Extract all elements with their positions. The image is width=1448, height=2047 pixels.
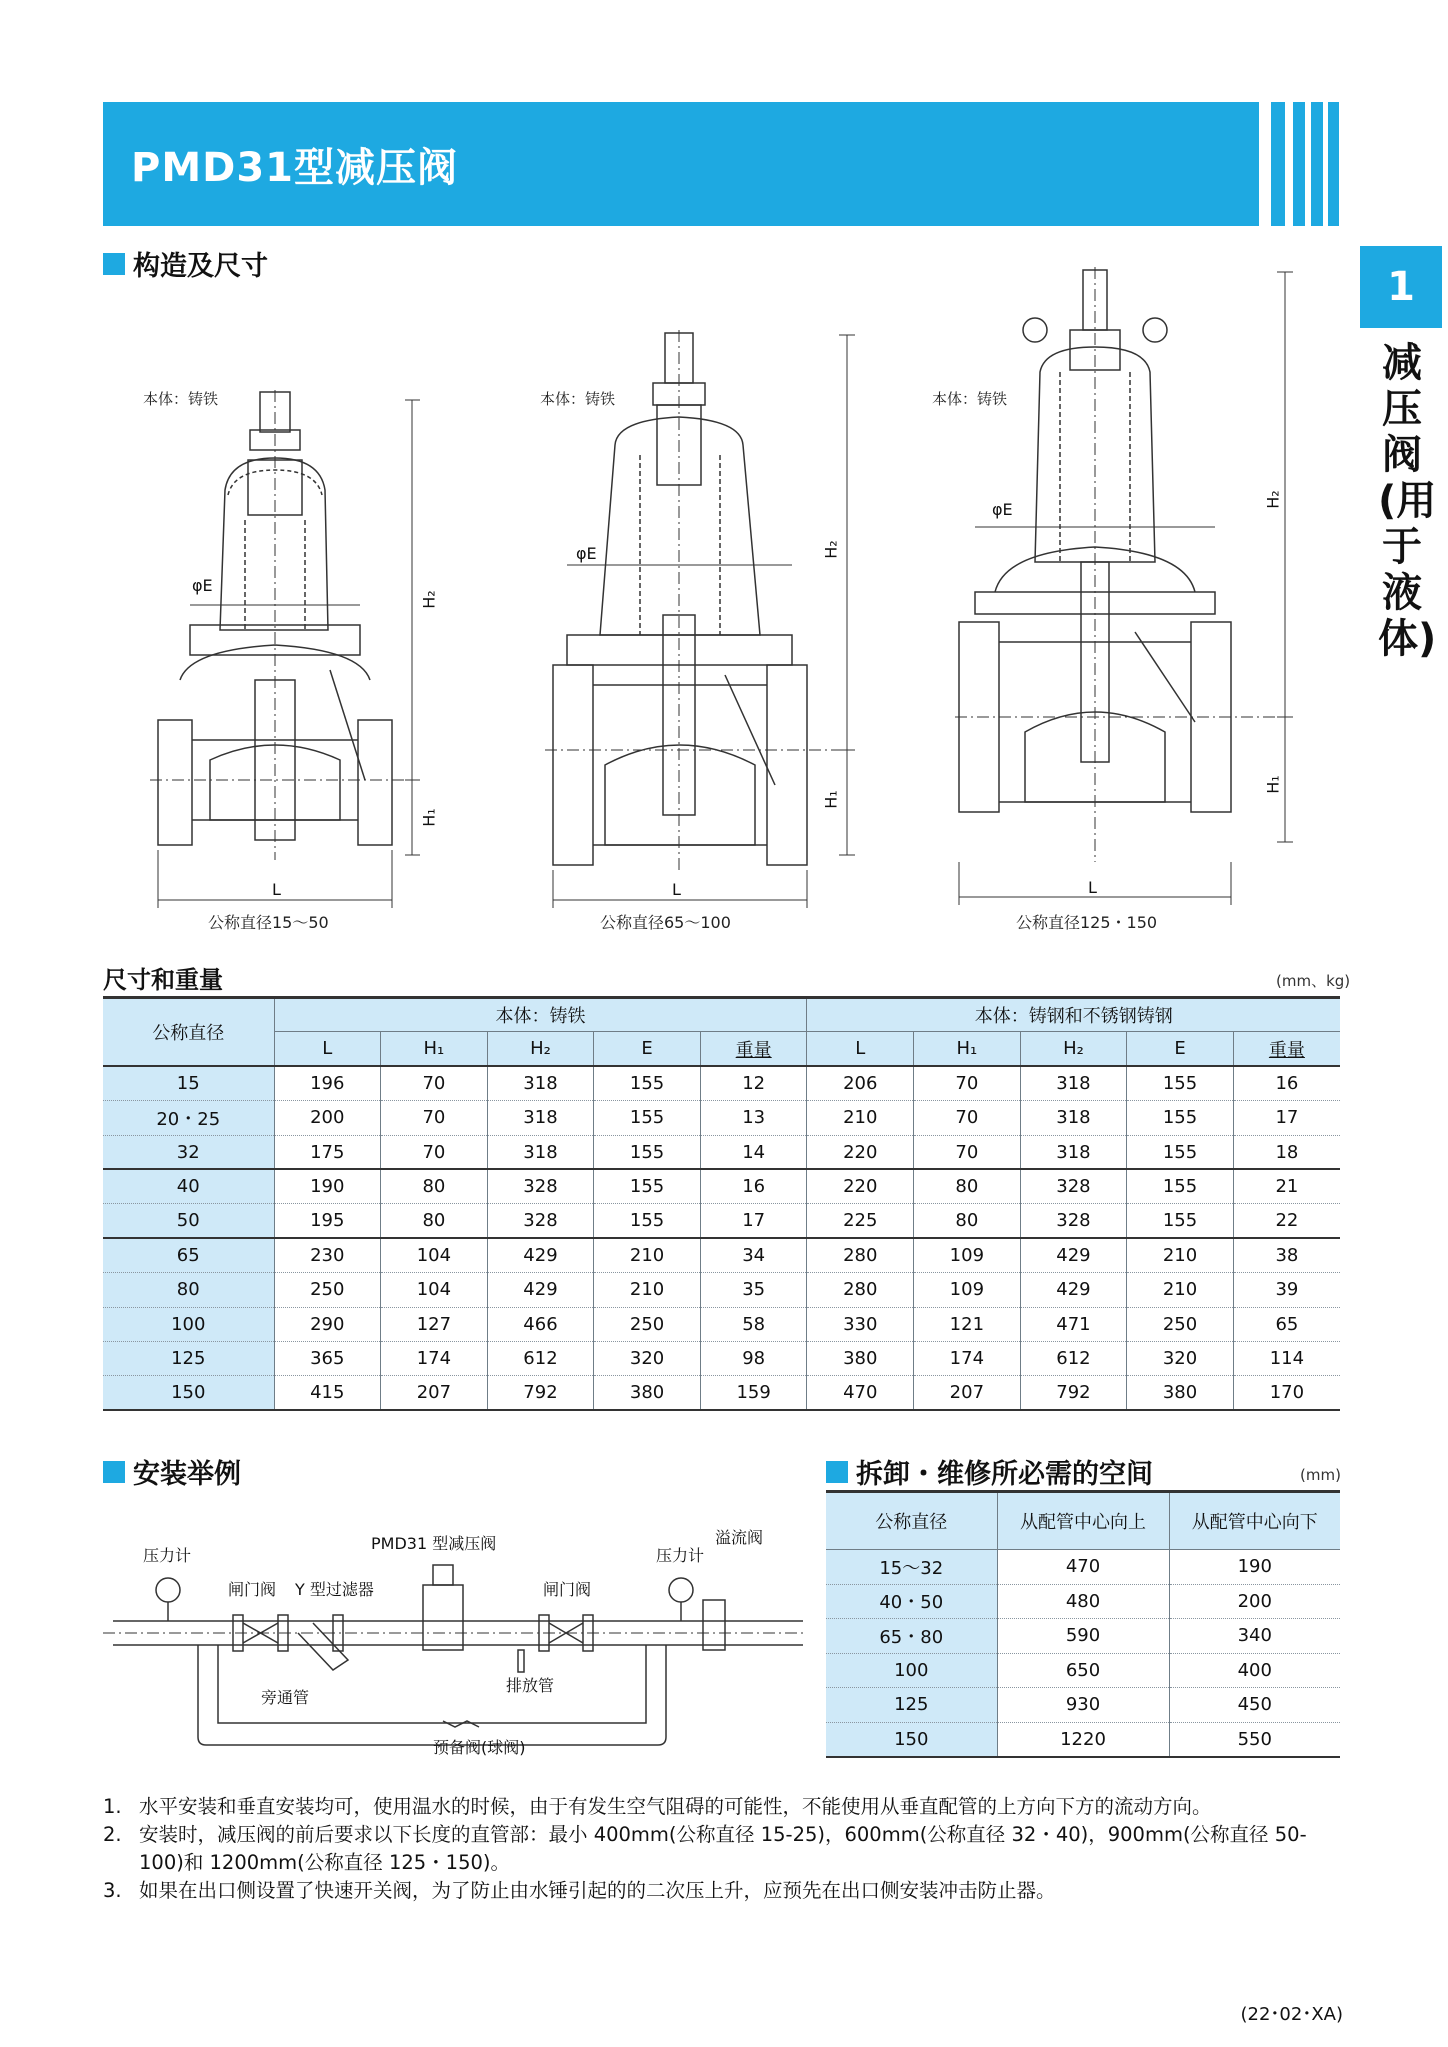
table-cell: 190	[1169, 1550, 1340, 1585]
table-cell: 70	[381, 1101, 488, 1135]
table-cell: 58	[700, 1307, 807, 1341]
drawing-2-phiE: φE	[576, 544, 597, 563]
section-install-heading	[103, 1452, 241, 1491]
table-cell: 109	[914, 1273, 1021, 1307]
table-cell: 17	[1233, 1101, 1340, 1135]
table-cell: 330	[807, 1307, 914, 1341]
valve-drawing-medium	[545, 325, 865, 920]
drawing-3-size-caption: 公称直径125・150	[1016, 913, 1158, 932]
nominal-size-cell: 32	[103, 1135, 274, 1169]
note-number: 2.	[103, 1823, 122, 1846]
table-cell: 328	[487, 1204, 594, 1238]
drawing-2-L: L	[672, 880, 681, 899]
table-cell: 17	[700, 1204, 807, 1238]
footer-code: (22･02･XA)	[1240, 2004, 1343, 2025]
table-cell: 429	[1020, 1238, 1127, 1272]
col-header: E	[594, 1032, 701, 1066]
table-row	[826, 1584, 1340, 1619]
table-cell: 220	[807, 1169, 914, 1203]
table-cell: 80	[381, 1169, 488, 1203]
table-cell: 155	[1127, 1066, 1234, 1100]
nominal-size-cell: 15～32	[826, 1550, 997, 1585]
drawing-3-body-label: 本体：铸铁	[932, 390, 1008, 408]
table-cell: 174	[914, 1341, 1021, 1375]
table-cell: 155	[594, 1066, 701, 1100]
table-cell: 35	[700, 1273, 807, 1307]
table-cell: 114	[1233, 1341, 1340, 1375]
table-row	[826, 1653, 1340, 1688]
table-cell: 13	[700, 1101, 807, 1135]
table-cell: 480	[997, 1584, 1169, 1619]
table-cell: 930	[997, 1688, 1169, 1723]
note-item	[103, 1877, 1348, 1905]
table-cell: 470	[807, 1376, 914, 1410]
table-cell: 38	[1233, 1238, 1340, 1272]
table-cell: 70	[381, 1135, 488, 1169]
table-cell: 590	[997, 1619, 1169, 1654]
table-cell: 155	[1127, 1204, 1234, 1238]
maint-header: 从配管中心向下	[1169, 1492, 1340, 1550]
table-cell: 612	[487, 1341, 594, 1375]
table-cell: 380	[594, 1376, 701, 1410]
table-cell: 230	[274, 1238, 381, 1272]
table-cell: 280	[807, 1273, 914, 1307]
table-cell: 429	[487, 1273, 594, 1307]
nominal-size-cell: 20・25	[103, 1101, 274, 1135]
table-cell: 109	[914, 1238, 1021, 1272]
col-header: E	[1127, 1032, 1234, 1066]
square-bullet-icon	[103, 253, 125, 275]
table-cell: 280	[807, 1238, 914, 1272]
nominal-size-cell: 80	[103, 1273, 274, 1307]
table-row	[826, 1619, 1340, 1654]
dimensions-table-unit: (mm、kg)	[1276, 972, 1351, 990]
label-drain: 排放管	[506, 1676, 555, 1695]
table-cell: 1220	[997, 1722, 1169, 1757]
drawing-1-size-caption: 公称直径15～50	[208, 913, 329, 932]
table-row	[103, 1135, 1340, 1169]
col-header: 重量	[1233, 1032, 1340, 1066]
table-row	[103, 1376, 1340, 1410]
install-diagram	[103, 1505, 813, 1770]
drawing-2-H2: H₂	[821, 540, 841, 559]
table-cell: 21	[1233, 1169, 1340, 1203]
table-cell: 155	[1127, 1169, 1234, 1203]
section-structure-heading	[103, 244, 268, 283]
maintenance-table	[826, 1490, 1340, 1758]
table-cell: 18	[1233, 1135, 1340, 1169]
nominal-size-cell: 50	[103, 1204, 274, 1238]
table-cell: 450	[1169, 1688, 1340, 1723]
col-header: H₂	[1020, 1032, 1127, 1066]
table-cell: 466	[487, 1307, 594, 1341]
drawing-2-H1: H₁	[821, 790, 841, 809]
table-cell: 70	[914, 1101, 1021, 1135]
table-cell: 12	[700, 1066, 807, 1100]
table-cell: 318	[487, 1101, 594, 1135]
table-cell: 470	[997, 1550, 1169, 1585]
table-cell: 320	[1127, 1341, 1234, 1375]
table-cell: 250	[594, 1307, 701, 1341]
table-cell: 210	[594, 1273, 701, 1307]
table-cell: 207	[381, 1376, 488, 1410]
table-cell: 80	[914, 1169, 1021, 1203]
table-cell: 98	[700, 1341, 807, 1375]
table-cell: 200	[1169, 1584, 1340, 1619]
table-cell: 70	[914, 1066, 1021, 1100]
table-cell: 14	[700, 1135, 807, 1169]
table-cell: 170	[1233, 1376, 1340, 1410]
table-cell: 174	[381, 1341, 488, 1375]
drawing-3-H1: H₁	[1263, 775, 1283, 794]
table-cell: 318	[1020, 1135, 1127, 1169]
table-cell: 340	[1169, 1619, 1340, 1654]
table-cell: 650	[997, 1653, 1169, 1688]
label-gauge-right: 压力计	[656, 1546, 705, 1565]
label-valve: PMD31 型减压阀	[371, 1534, 497, 1553]
group-iron-header: 本体：铸铁	[274, 998, 807, 1032]
table-cell: 195	[274, 1204, 381, 1238]
nominal-size-cell: 125	[826, 1688, 997, 1723]
nominal-size-cell: 40・50	[826, 1584, 997, 1619]
table-cell: 210	[807, 1101, 914, 1135]
table-cell: 328	[1020, 1204, 1127, 1238]
nominal-size-cell: 65	[103, 1238, 274, 1272]
label-relief: 溢流阀	[715, 1528, 764, 1547]
section-structure-title: 构造及尺寸	[133, 251, 268, 282]
table-row	[826, 1550, 1340, 1585]
table-cell: 210	[1127, 1273, 1234, 1307]
section-install-title: 安装举例	[133, 1459, 241, 1490]
col-header: H₁	[381, 1032, 488, 1066]
dimensions-table-title: 尺寸和重量	[103, 966, 223, 994]
table-row	[103, 1169, 1340, 1203]
table-cell: 80	[914, 1204, 1021, 1238]
table-cell: 429	[487, 1238, 594, 1272]
table-row	[103, 1238, 1340, 1272]
table-cell: 612	[1020, 1341, 1127, 1375]
table-cell: 380	[1127, 1376, 1234, 1410]
table-cell: 200	[274, 1101, 381, 1135]
nominal-size-cell: 150	[103, 1376, 274, 1410]
table-cell: 155	[594, 1169, 701, 1203]
table-cell: 34	[700, 1238, 807, 1272]
table-cell: 22	[1233, 1204, 1340, 1238]
table-cell: 80	[381, 1204, 488, 1238]
col-header: H₁	[914, 1032, 1021, 1066]
table-cell: 155	[1127, 1135, 1234, 1169]
drawing-1-body-label: 本体：铸铁	[143, 390, 219, 408]
chapter-number: 1	[1360, 246, 1442, 328]
drawing-1-H2: H₂	[419, 590, 439, 609]
note-number: 1.	[103, 1795, 122, 1818]
table-cell: 429	[1020, 1273, 1127, 1307]
table-cell: 318	[487, 1066, 594, 1100]
nominal-size-cell: 125	[103, 1341, 274, 1375]
col-header: L	[807, 1032, 914, 1066]
label-spare: 预备阀(球阀)	[433, 1738, 526, 1757]
header-banner	[103, 102, 1339, 226]
label-bypass: 旁通管	[261, 1688, 310, 1707]
table-cell: 792	[487, 1376, 594, 1410]
label-strainer: Y 型过滤器	[295, 1580, 374, 1599]
table-cell: 104	[381, 1238, 488, 1272]
table-cell: 318	[1020, 1101, 1127, 1135]
nominal-size-cell: 100	[103, 1307, 274, 1341]
table-cell: 328	[1020, 1169, 1127, 1203]
table-cell: 792	[1020, 1376, 1127, 1410]
valve-drawing-large	[955, 262, 1300, 922]
col-nominal-header: 公称直径	[103, 998, 274, 1067]
table-row	[103, 1341, 1340, 1375]
drawing-2-size-caption: 公称直径65～100	[600, 913, 731, 932]
table-cell: 70	[381, 1066, 488, 1100]
table-cell: 318	[1020, 1066, 1127, 1100]
nominal-size-cell: 100	[826, 1653, 997, 1688]
table-cell: 550	[1169, 1722, 1340, 1757]
table-cell: 318	[487, 1135, 594, 1169]
nominal-size-cell: 40	[103, 1169, 274, 1203]
table-row	[103, 1273, 1340, 1307]
table-cell: 159	[700, 1376, 807, 1410]
section-maintenance-title: 拆卸・维修所必需的空间	[856, 1459, 1153, 1490]
col-header: 重量	[700, 1032, 807, 1066]
col-header: H₂	[487, 1032, 594, 1066]
table-cell: 155	[594, 1101, 701, 1135]
table-cell: 127	[381, 1307, 488, 1341]
table-cell: 210	[1127, 1238, 1234, 1272]
table-cell: 16	[700, 1169, 807, 1203]
maintenance-unit: (mm)	[1300, 1466, 1341, 1484]
table-cell: 471	[1020, 1307, 1127, 1341]
note-number: 3.	[103, 1879, 122, 1902]
table-row	[103, 1307, 1340, 1341]
table-cell: 220	[807, 1135, 914, 1169]
table-cell: 155	[1127, 1101, 1234, 1135]
table-cell: 190	[274, 1169, 381, 1203]
label-gate-left: 闸门阀	[228, 1580, 277, 1599]
table-row	[103, 1101, 1340, 1135]
section-maintenance-heading	[826, 1452, 1153, 1491]
dimensions-table	[103, 996, 1340, 1411]
table-cell: 104	[381, 1273, 488, 1307]
label-gate-right: 闸门阀	[543, 1580, 592, 1599]
drawing-3-H2: H₂	[1263, 490, 1283, 509]
table-cell: 400	[1169, 1653, 1340, 1688]
table-row	[103, 1066, 1340, 1100]
maint-header: 公称直径	[826, 1492, 997, 1550]
table-row	[826, 1722, 1340, 1757]
note-item	[103, 1821, 1348, 1877]
table-row	[103, 1204, 1340, 1238]
table-cell: 207	[914, 1376, 1021, 1410]
note-item	[103, 1793, 1348, 1821]
table-cell: 175	[274, 1135, 381, 1169]
note-text: 如果在出口侧设置了快速开关阀，为了防止由水锤引起的的二次压上升，应预先在出口侧安装冲击防止器。	[139, 1879, 1056, 1902]
drawing-3-L: L	[1088, 878, 1097, 897]
group-steel-header: 本体：铸钢和不锈钢铸钢	[807, 998, 1340, 1032]
table-cell: 290	[274, 1307, 381, 1341]
drawing-1-H1: H₁	[419, 808, 439, 827]
col-header: L	[274, 1032, 381, 1066]
square-bullet-icon	[826, 1461, 848, 1483]
table-cell: 196	[274, 1066, 381, 1100]
table-cell: 155	[594, 1135, 701, 1169]
page-title: PMD31型减压阀	[131, 145, 458, 191]
table-cell: 155	[594, 1204, 701, 1238]
drawing-1-L: L	[272, 880, 281, 899]
note-text: 安装时，减压阀的前后要求以下长度的直管部：最小 400mm(公称直径 15-25)，600mm(公称直径 32・40)，900mm(公称直径 50-100)和 1200mm(公称直径 125・150)。	[139, 1823, 1307, 1874]
nominal-size-cell: 65・80	[826, 1619, 997, 1654]
table-cell: 328	[487, 1169, 594, 1203]
table-cell: 70	[914, 1135, 1021, 1169]
nominal-size-cell: 150	[826, 1722, 997, 1757]
drawing-3-phiE: φE	[992, 500, 1013, 519]
table-cell: 16	[1233, 1066, 1340, 1100]
chapter-label: 减压阀(用于液体)	[1378, 340, 1437, 662]
table-cell: 65	[1233, 1307, 1340, 1341]
note-text: 水平安装和垂直安装均可，使用温水的时候，由于有发生空气阻碍的可能性，不能使用从垂直配管的上方向下方的流动方向。	[139, 1795, 1212, 1818]
table-cell: 206	[807, 1066, 914, 1100]
square-bullet-icon	[103, 1461, 125, 1483]
table-row	[826, 1688, 1340, 1723]
table-cell: 210	[594, 1238, 701, 1272]
valve-drawing-small	[150, 380, 460, 920]
label-gauge-left: 压力计	[143, 1546, 192, 1565]
table-cell: 320	[594, 1341, 701, 1375]
drawing-2-body-label: 本体：铸铁	[540, 390, 616, 408]
table-cell: 39	[1233, 1273, 1340, 1307]
banner-stripes	[1259, 102, 1339, 226]
table-cell: 225	[807, 1204, 914, 1238]
table-cell: 250	[274, 1273, 381, 1307]
table-cell: 250	[1127, 1307, 1234, 1341]
table-cell: 365	[274, 1341, 381, 1375]
notes	[103, 1793, 1348, 1905]
table-cell: 380	[807, 1341, 914, 1375]
table-cell: 121	[914, 1307, 1021, 1341]
nominal-size-cell: 15	[103, 1066, 274, 1100]
drawing-1-phiE: φE	[192, 576, 213, 595]
table-cell: 415	[274, 1376, 381, 1410]
maint-header: 从配管中心向上	[997, 1492, 1169, 1550]
